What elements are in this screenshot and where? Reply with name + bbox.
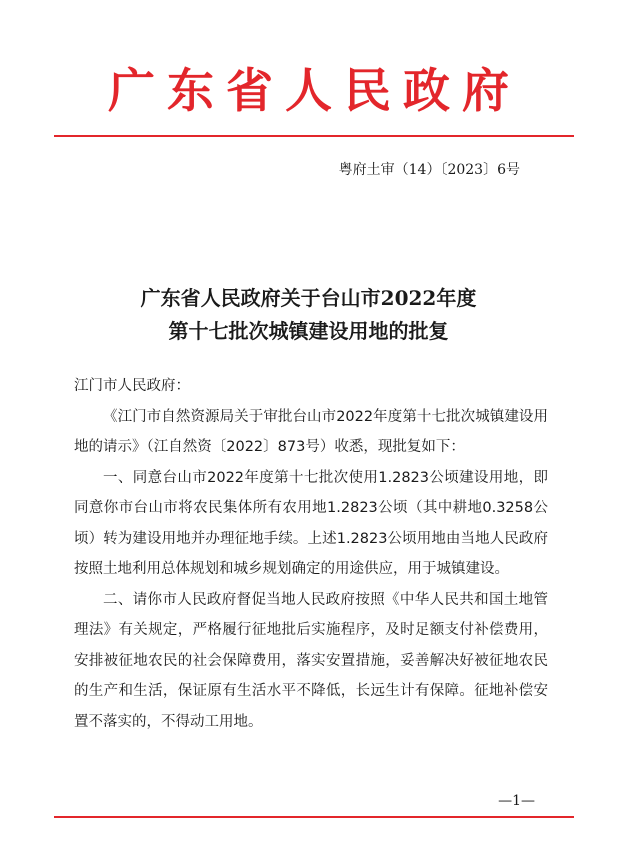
paragraph-approval-item-2: 二、请你市人民政府督促当地人民政府按照《中华人民共和国土地管理法》有关规定，严格履行征地批后实施程序，及时足额支付补偿费用，安排被征地农民的社会保障费用，落实安置措施，妥善解决好被征地农民的生产和生活，保证原有生活水平不降低，长远生计有保障。征地补偿安置不落实的，不得动工用地。 (74, 591, 548, 730)
title-line-1: 广东省人民政府关于台山市2022年度 (140, 286, 477, 310)
paragraph-request: 《江门市自然资源局关于审批台山市2022年度第十七批次城镇建设用地的请示》（江自然资〔2022〕873号）收悉，现批复如下： (74, 408, 548, 455)
issuer-header: 广东省人民政府 (108, 64, 521, 119)
page-number: —1— (498, 793, 535, 809)
paragraph-approval-item-1: 一、同意台山市2022年度第十七批次使用1.2823公顷建设用地，即同意你市台山市将农民集体所有农用地1.2823公顷（其中耕地0.3258公顷）转为建设用地并办理征地手续。上述1.2823公顷用地由当地人民政府按照土地利用总体规划和城乡规划确定的用途供应，用于城镇建设。 (74, 469, 548, 577)
document-number: 粤府土审（14）〔2023〕6号 (338, 162, 520, 178)
title-line-2: 第十七批次城镇建设用地的批复 (168, 319, 449, 343)
document-title (0, 282, 617, 348)
document-body (74, 371, 548, 737)
header-red-rule (54, 135, 574, 137)
addressee: 江门市人民政府： (74, 378, 190, 394)
footer-red-rule (54, 816, 574, 818)
